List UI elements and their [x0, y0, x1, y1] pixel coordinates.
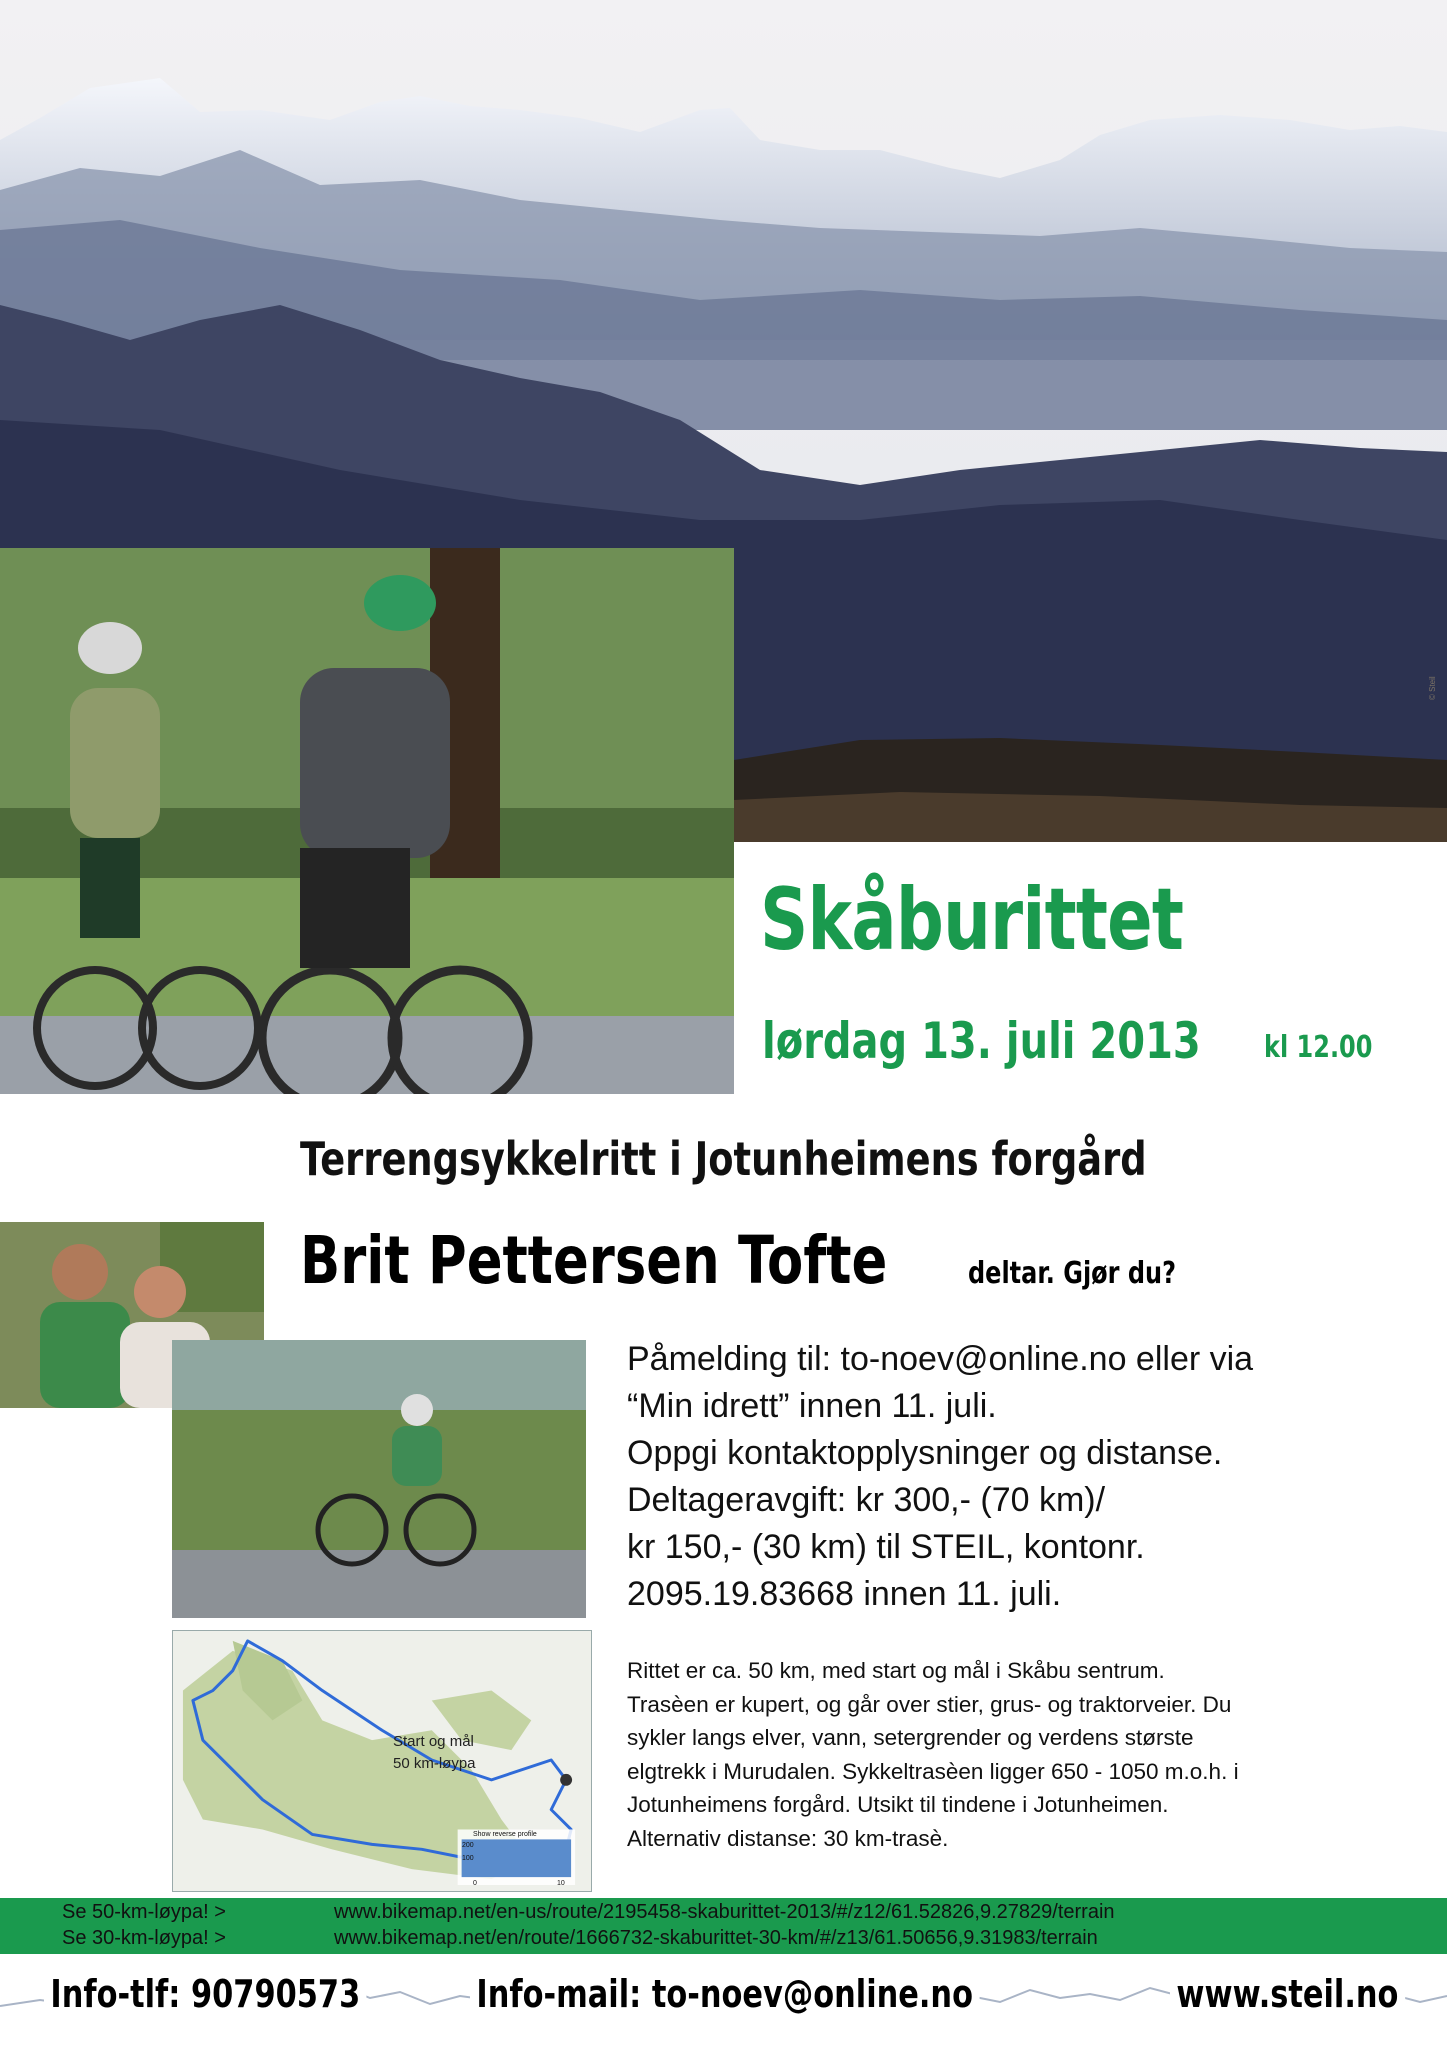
- registration-line: 2095.19.83668 innen 11. juli.: [627, 1575, 1062, 1613]
- map-profile-toggle[interactable]: Show reverse profile: [473, 1831, 537, 1838]
- registration-line: Oppgi kontaktopplysninger og distanse.: [627, 1434, 1223, 1472]
- map-label: [393, 1731, 476, 1775]
- description-line: Jotunheimens forgård. Utsikt til tindene i Jotunheimen.: [627, 1792, 1169, 1817]
- solo-rider-photo: [172, 1340, 586, 1618]
- map-label-line1: Start og mål: [393, 1733, 474, 1750]
- registration-line: Deltageravgift: kr 300,- (70 km)/: [627, 1481, 1106, 1519]
- route-link-row-50km: [0, 1898, 1447, 1926]
- featured-rider-name: Brit Pettersen Tofte: [300, 1222, 888, 1299]
- description-line: Rittet er ca. 50 km, med start og mål i Skåbu sentrum.: [627, 1658, 1165, 1683]
- route-link-label-50km: Se 50-km-løypa! >: [62, 1901, 226, 1923]
- registration-info: [627, 1336, 1387, 1618]
- description-line: elgtrekk i Murudalen. Sykkeltrasèen ligger 650 - 1050 m.o.h. i: [627, 1758, 1239, 1784]
- event-time: kl 12.00: [1264, 1030, 1373, 1065]
- info-mail[interactable]: Info-mail: to-noev@online.no: [470, 1972, 979, 2016]
- route-link-30km[interactable]: www.bikemap.net/en/route/1666732-skaburittet-30-km/#/z13/61.50656,9.31983/terrain: [334, 1927, 1098, 1949]
- website-link[interactable]: www.steil.no: [1170, 1972, 1405, 2016]
- photo-credit: © Steil: [1428, 676, 1437, 700]
- map-label-line2: 50 km-løypa: [393, 1755, 476, 1772]
- riders-photo: [0, 548, 734, 1094]
- event-subtitle: Terrengsykkelritt i Jotunheimens forgård: [300, 1132, 1147, 1186]
- map-dist-0: 0: [473, 1880, 477, 1887]
- description-line: Trasèen er kupert, og går over stier, grus- og traktorveier. Du: [627, 1691, 1232, 1717]
- route-links-bar: [0, 1898, 1447, 1954]
- event-date: lørdag 13. juli 2013: [762, 1012, 1201, 1070]
- race-description: [627, 1654, 1417, 1855]
- featured-rider-tagline: deltar. Gjør du?: [968, 1256, 1177, 1291]
- event-title: Skåburittet: [760, 870, 1184, 970]
- route-link-row-30km: [0, 1924, 1447, 1952]
- map-dist-10: 10: [557, 1880, 565, 1887]
- info-phone[interactable]: Info-tlf: 90790573: [44, 1972, 367, 2016]
- map-elev-200: 200: [462, 1842, 474, 1849]
- route-link-50km[interactable]: www.bikemap.net/en-us/route/2195458-skaburittet-2013/#/z12/61.52826,9.27829/terrain: [334, 1901, 1115, 1923]
- description-line: Alternativ distanse: 30 km-trasè.: [627, 1825, 949, 1851]
- description-line: sykler langs elver, vann, setergrender og verdens største: [627, 1725, 1194, 1750]
- footer: [0, 1958, 1447, 2046]
- map-elev-100: 100: [462, 1855, 474, 1862]
- registration-line: kr 150,- (30 km) til STEIL, kontonr.: [627, 1528, 1145, 1566]
- registration-line: “Min idrett” innen 11. juli.: [627, 1387, 997, 1425]
- route-map: [172, 1630, 592, 1892]
- registration-line: Påmelding til: to-noev@online.no eller via: [627, 1340, 1254, 1378]
- route-link-label-30km: Se 30-km-løypa! >: [62, 1927, 226, 1949]
